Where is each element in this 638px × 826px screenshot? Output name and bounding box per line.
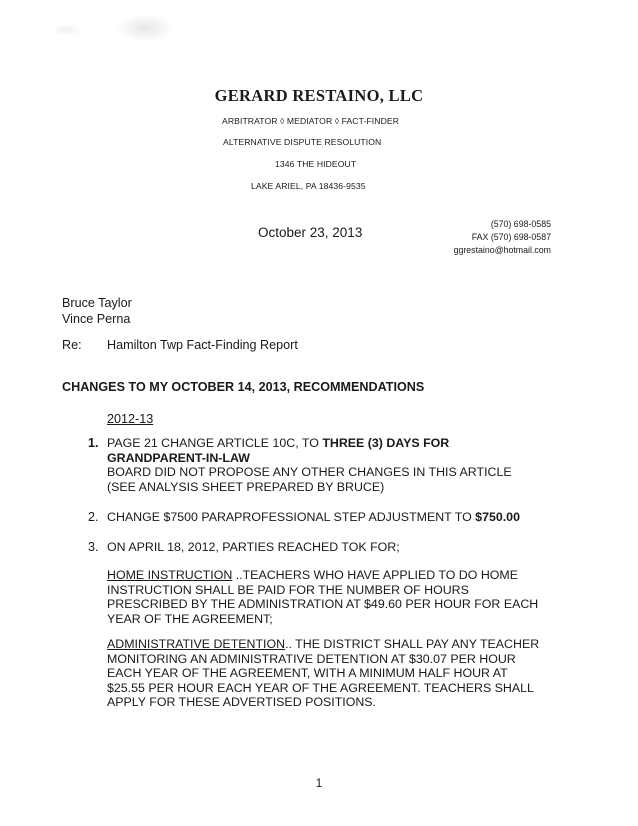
letter-date: October 23, 2013: [258, 225, 363, 240]
item-2-text: CHANGE $7500 PARAPROFESSIONAL STEP ADJUSTMENT TO $750.00: [107, 510, 520, 524]
admin-detention-line-5: APPLY FOR THESE ADVERTISED POSITIONS.: [107, 695, 376, 710]
item-1-line-4: (SEE ANALYSIS SHEET PREPARED BY BRUCE): [107, 479, 385, 494]
admin-detention-paragraph: [107, 637, 539, 710]
year-label: 2012-13: [107, 412, 154, 426]
item-number: 1.: [88, 436, 99, 450]
item-number: 2.: [88, 510, 99, 524]
item-3-text: ON APRIL 18, 2012, PARTIES REACHED TOK FOR;: [107, 540, 400, 554]
firm-name: GERARD RESTAINO, LLC: [214, 86, 424, 105]
home-instruction-line-4: YEAR OF THE AGREEMENT;: [107, 611, 273, 626]
scan-artifact: [52, 24, 82, 36]
contact-fax: FAX (570) 698-0587: [471, 232, 551, 242]
section-heading: CHANGES TO MY OCTOBER 14, 2013, RECOMMENDATIONS: [62, 380, 425, 394]
page-number: 1: [315, 776, 323, 790]
address-line-2: LAKE ARIEL, PA 18436-9535: [251, 181, 366, 191]
item-1-line-1: PAGE 21 CHANGE ARTICLE 10C, TO THREE (3) DAYS FOR: [107, 436, 450, 450]
contact-phone: (570) 698-0585: [490, 219, 551, 229]
admin-detention-line-4: $25.55 PER HOUR EACH YEAR OF THE AGREEMENT. TEACHERS SHALL: [107, 680, 534, 695]
address-line-1: 1346 THE HIDEOUT: [275, 159, 357, 169]
item-1-line-2: GRANDPARENT-IN-LAW: [107, 450, 250, 465]
recipient-name: Bruce Taylor: [62, 296, 132, 310]
admin-detention-line-3: EACH YEAR OF THE AGREEMENT, WITH A MINIMUM HALF HOUR AT: [107, 666, 508, 681]
admin-detention-line-2: MONITORING AN ADMINISTRATIVE DETENTION AT $30.07 PER HOUR: [107, 651, 516, 666]
contact-email: ggrestaino@hotmail.com: [453, 245, 551, 255]
firm-roles: ARBITRATOR ◊ MEDIATOR ◊ FACT-FINDER: [222, 116, 400, 126]
item-number: 3.: [88, 540, 99, 554]
home-instruction-paragraph: [107, 568, 538, 626]
scan-artifact: [115, 14, 175, 42]
recipient-name: Vince Perna: [62, 312, 131, 326]
home-instruction-line-2: INSTRUCTION SHALL BE PAID FOR THE NUMBER OF HOURS: [107, 582, 469, 597]
home-instruction-line-1: HOME INSTRUCTION ..TEACHERS WHO HAVE APPLIED TO DO HOME: [107, 568, 519, 582]
firm-service: ALTERNATIVE DISPUTE RESOLUTION: [223, 137, 382, 147]
re-label: Re:: [62, 338, 82, 352]
item-1-text: [107, 436, 512, 494]
admin-detention-line-1: ADMINISTRATIVE DETENTION.. THE DISTRICT SHALL PAY ANY TEACHER: [107, 637, 540, 651]
re-subject: Hamilton Twp Fact-Finding Report: [107, 338, 298, 352]
home-instruction-line-3: PRESCRIBED BY THE ADMINISTRATION AT $49.60 PER HOUR FOR EACH: [107, 597, 539, 612]
item-1-line-3: BOARD DID NOT PROPOSE ANY OTHER CHANGES IN THIS ARTICLE: [107, 465, 512, 480]
